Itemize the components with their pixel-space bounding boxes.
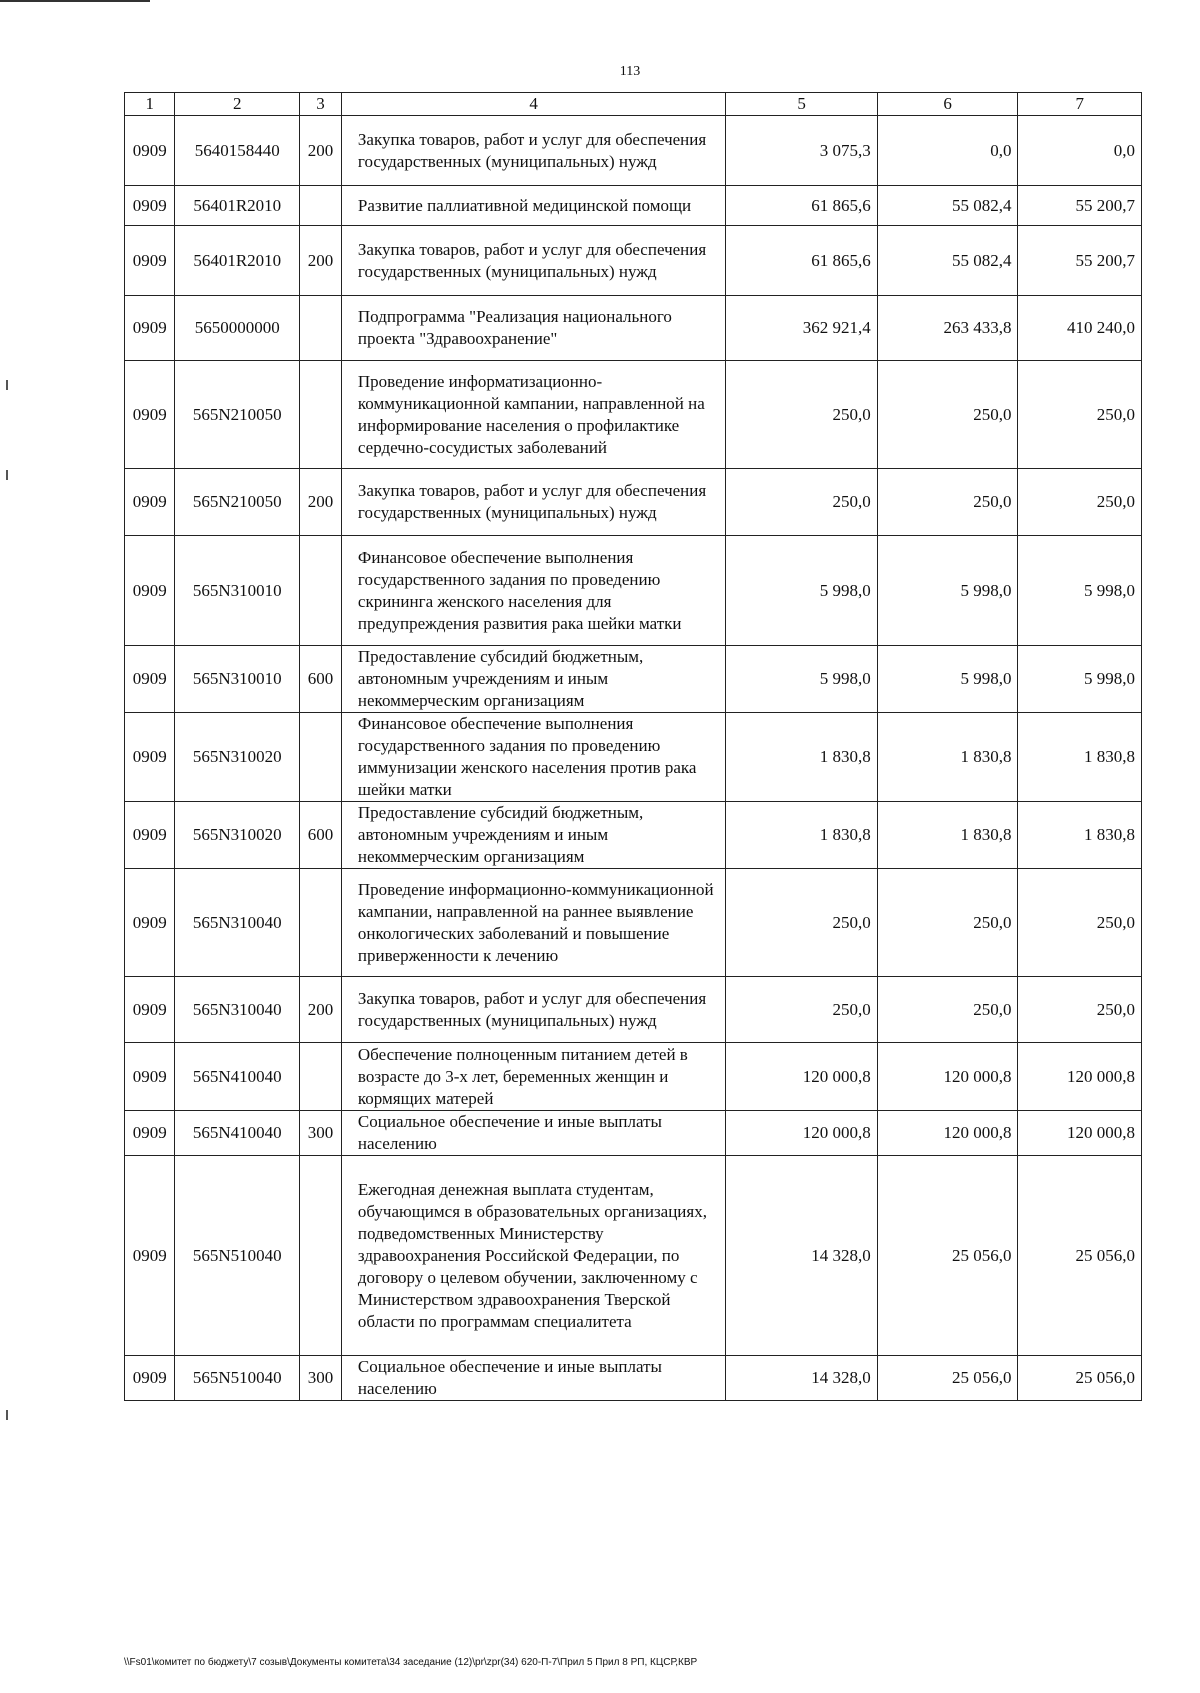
cell-c6: 1 830,8 xyxy=(877,713,1018,802)
cell-c3 xyxy=(300,1043,342,1111)
cell-c3: 300 xyxy=(300,1111,342,1156)
cell-c1: 0909 xyxy=(125,1356,175,1401)
cell-c1: 0909 xyxy=(125,869,175,977)
cell-c6: 55 082,4 xyxy=(877,186,1018,226)
cell-c7: 55 200,7 xyxy=(1018,226,1142,296)
cell-c7: 5 998,0 xyxy=(1018,646,1142,713)
table-row xyxy=(125,1111,1142,1156)
cell-c4: Социальное обеспечение и иные выплаты населению xyxy=(341,1356,725,1401)
column-header: 6 xyxy=(877,93,1018,116)
cell-c1: 0909 xyxy=(125,1043,175,1111)
cell-c6: 0,0 xyxy=(877,116,1018,186)
cell-c3 xyxy=(300,296,342,361)
cell-c5: 3 075,3 xyxy=(726,116,877,186)
cell-c7: 410 240,0 xyxy=(1018,296,1142,361)
cell-c1: 0909 xyxy=(125,536,175,646)
binding-mark xyxy=(6,470,8,480)
cell-c3 xyxy=(300,713,342,802)
cell-c2: 5640158440 xyxy=(175,116,300,186)
cell-c1: 0909 xyxy=(125,802,175,869)
cell-c6: 120 000,8 xyxy=(877,1111,1018,1156)
cell-c2: 565N310040 xyxy=(175,869,300,977)
table-row xyxy=(125,361,1142,469)
scan-edge-top xyxy=(0,0,150,2)
table-row xyxy=(125,296,1142,361)
cell-c3 xyxy=(300,869,342,977)
cell-c5: 362 921,4 xyxy=(726,296,877,361)
cell-c1: 0909 xyxy=(125,646,175,713)
cell-c6: 1 830,8 xyxy=(877,802,1018,869)
cell-c2: 565N210050 xyxy=(175,469,300,536)
cell-c5: 14 328,0 xyxy=(726,1356,877,1401)
table-row xyxy=(125,226,1142,296)
cell-c3: 600 xyxy=(300,646,342,713)
cell-c1: 0909 xyxy=(125,226,175,296)
cell-c4: Закупка товаров, работ и услуг для обеспечения государственных (муниципальных) нужд xyxy=(341,469,725,536)
table-row xyxy=(125,536,1142,646)
cell-c7: 1 830,8 xyxy=(1018,713,1142,802)
cell-c6: 55 082,4 xyxy=(877,226,1018,296)
cell-c6: 250,0 xyxy=(877,869,1018,977)
table-row xyxy=(125,1043,1142,1111)
cell-c7: 120 000,8 xyxy=(1018,1043,1142,1111)
column-header: 4 xyxy=(341,93,725,116)
column-header: 3 xyxy=(300,93,342,116)
cell-c4: Закупка товаров, работ и услуг для обеспечения государственных (муниципальных) нужд xyxy=(341,116,725,186)
cell-c5: 61 865,6 xyxy=(726,186,877,226)
cell-c4: Закупка товаров, работ и услуг для обеспечения государственных (муниципальных) нужд xyxy=(341,226,725,296)
cell-c3: 200 xyxy=(300,116,342,186)
table-body xyxy=(125,116,1142,1401)
cell-c1: 0909 xyxy=(125,1156,175,1356)
cell-c7: 0,0 xyxy=(1018,116,1142,186)
table-row xyxy=(125,646,1142,713)
binding-mark xyxy=(6,380,8,390)
cell-c3 xyxy=(300,536,342,646)
table-row xyxy=(125,977,1142,1043)
table-row xyxy=(125,713,1142,802)
cell-c7: 55 200,7 xyxy=(1018,186,1142,226)
cell-c6: 25 056,0 xyxy=(877,1356,1018,1401)
cell-c2: 565N310010 xyxy=(175,536,300,646)
page-number: 113 xyxy=(619,64,641,79)
cell-c2: 56401R2010 xyxy=(175,186,300,226)
cell-c5: 14 328,0 xyxy=(726,1156,877,1356)
cell-c6: 263 433,8 xyxy=(877,296,1018,361)
table-row xyxy=(125,116,1142,186)
cell-c1: 0909 xyxy=(125,977,175,1043)
table-row xyxy=(125,1356,1142,1401)
cell-c7: 250,0 xyxy=(1018,977,1142,1043)
cell-c1: 0909 xyxy=(125,186,175,226)
cell-c4: Развитие паллиативной медицинской помощи xyxy=(341,186,725,226)
cell-c3: 200 xyxy=(300,977,342,1043)
table-row xyxy=(125,186,1142,226)
cell-c6: 25 056,0 xyxy=(877,1156,1018,1356)
cell-c4: Предоставление субсидий бюджетным, автономным учреждениям и иным некоммерческим организациям xyxy=(341,802,725,869)
cell-c1: 0909 xyxy=(125,361,175,469)
cell-c5: 5 998,0 xyxy=(726,536,877,646)
cell-c1: 0909 xyxy=(125,469,175,536)
column-header: 1 xyxy=(125,93,175,116)
cell-c3: 200 xyxy=(300,469,342,536)
cell-c6: 120 000,8 xyxy=(877,1043,1018,1111)
cell-c4: Проведение информатизационно-коммуникационной кампании, направленной на информирование населения о профилактике сердечно-сосудистых заболеваний xyxy=(341,361,725,469)
footer-file-path: \\Fs01\комитет по бюджету\7 созыв\Документы комитета\34 заседание (12)\pr\zpr(34) 620-П-7\Прил 5 Прил 8 РП, КЦСР,КВР xyxy=(124,1657,698,1668)
cell-c3 xyxy=(300,361,342,469)
binding-mark xyxy=(6,1410,8,1420)
table-header-row xyxy=(125,93,1142,116)
cell-c1: 0909 xyxy=(125,116,175,186)
cell-c1: 0909 xyxy=(125,296,175,361)
cell-c2: 565N510040 xyxy=(175,1156,300,1356)
cell-c5: 120 000,8 xyxy=(726,1111,877,1156)
cell-c4: Предоставление субсидий бюджетным, автономным учреждениям и иным некоммерческим организациям xyxy=(341,646,725,713)
cell-c3: 200 xyxy=(300,226,342,296)
cell-c3: 600 xyxy=(300,802,342,869)
cell-c5: 1 830,8 xyxy=(726,713,877,802)
cell-c6: 5 998,0 xyxy=(877,536,1018,646)
cell-c2: 565N410040 xyxy=(175,1111,300,1156)
cell-c2: 5650000000 xyxy=(175,296,300,361)
cell-c4: Подпрограмма "Реализация национального проекта "Здравоохранение" xyxy=(341,296,725,361)
cell-c6: 250,0 xyxy=(877,361,1018,469)
cell-c7: 250,0 xyxy=(1018,361,1142,469)
cell-c7: 250,0 xyxy=(1018,469,1142,536)
cell-c4: Социальное обеспечение и иные выплаты населению xyxy=(341,1111,725,1156)
column-header: 5 xyxy=(726,93,877,116)
cell-c4: Финансовое обеспечение выполнения государственного задания по проведению скрининга женского населения для предупреждения развития рака шейки матки xyxy=(341,536,725,646)
cell-c2: 565N310010 xyxy=(175,646,300,713)
cell-c5: 120 000,8 xyxy=(726,1043,877,1111)
cell-c4: Обеспечение полноценным питанием детей в возрасте до 3-х лет, беременных женщин и кормящих матерей xyxy=(341,1043,725,1111)
cell-c4: Закупка товаров, работ и услуг для обеспечения государственных (муниципальных) нужд xyxy=(341,977,725,1043)
cell-c4: Ежегодная денежная выплата студентам, обучающимся в образовательных организациях, подведомственных Министерству здравоохранения Российской Федерации, по договору о целевом обучении, заключенному с Министерством здравоохранения Тверской области по программам специалитета xyxy=(341,1156,725,1356)
cell-c2: 565N210050 xyxy=(175,361,300,469)
cell-c6: 250,0 xyxy=(877,469,1018,536)
table-row xyxy=(125,869,1142,977)
cell-c5: 250,0 xyxy=(726,361,877,469)
cell-c6: 5 998,0 xyxy=(877,646,1018,713)
cell-c4: Финансовое обеспечение выполнения государственного задания по проведению иммунизации женского населения против рака шейки матки xyxy=(341,713,725,802)
cell-c5: 250,0 xyxy=(726,977,877,1043)
cell-c5: 250,0 xyxy=(726,469,877,536)
cell-c4: Проведение информационно-коммуникационной кампании, направленной на раннее выявление онкологических заболеваний и повышение приверженности к лечению xyxy=(341,869,725,977)
table-row xyxy=(125,469,1142,536)
cell-c7: 120 000,8 xyxy=(1018,1111,1142,1156)
cell-c7: 250,0 xyxy=(1018,869,1142,977)
cell-c3: 300 xyxy=(300,1356,342,1401)
cell-c5: 5 998,0 xyxy=(726,646,877,713)
cell-c1: 0909 xyxy=(125,713,175,802)
cell-c2: 565N310020 xyxy=(175,713,300,802)
cell-c3 xyxy=(300,186,342,226)
cell-c2: 565N510040 xyxy=(175,1356,300,1401)
budget-table xyxy=(124,92,1142,1401)
column-header: 2 xyxy=(175,93,300,116)
table-row xyxy=(125,1156,1142,1356)
cell-c2: 565N310020 xyxy=(175,802,300,869)
cell-c5: 61 865,6 xyxy=(726,226,877,296)
cell-c2: 565N410040 xyxy=(175,1043,300,1111)
cell-c5: 250,0 xyxy=(726,869,877,977)
cell-c2: 56401R2010 xyxy=(175,226,300,296)
cell-c3 xyxy=(300,1156,342,1356)
cell-c5: 1 830,8 xyxy=(726,802,877,869)
cell-c7: 5 998,0 xyxy=(1018,536,1142,646)
cell-c6: 250,0 xyxy=(877,977,1018,1043)
column-header: 7 xyxy=(1018,93,1142,116)
cell-c7: 1 830,8 xyxy=(1018,802,1142,869)
cell-c2: 565N310040 xyxy=(175,977,300,1043)
cell-c1: 0909 xyxy=(125,1111,175,1156)
cell-c7: 25 056,0 xyxy=(1018,1156,1142,1356)
cell-c7: 25 056,0 xyxy=(1018,1356,1142,1401)
table-row xyxy=(125,802,1142,869)
